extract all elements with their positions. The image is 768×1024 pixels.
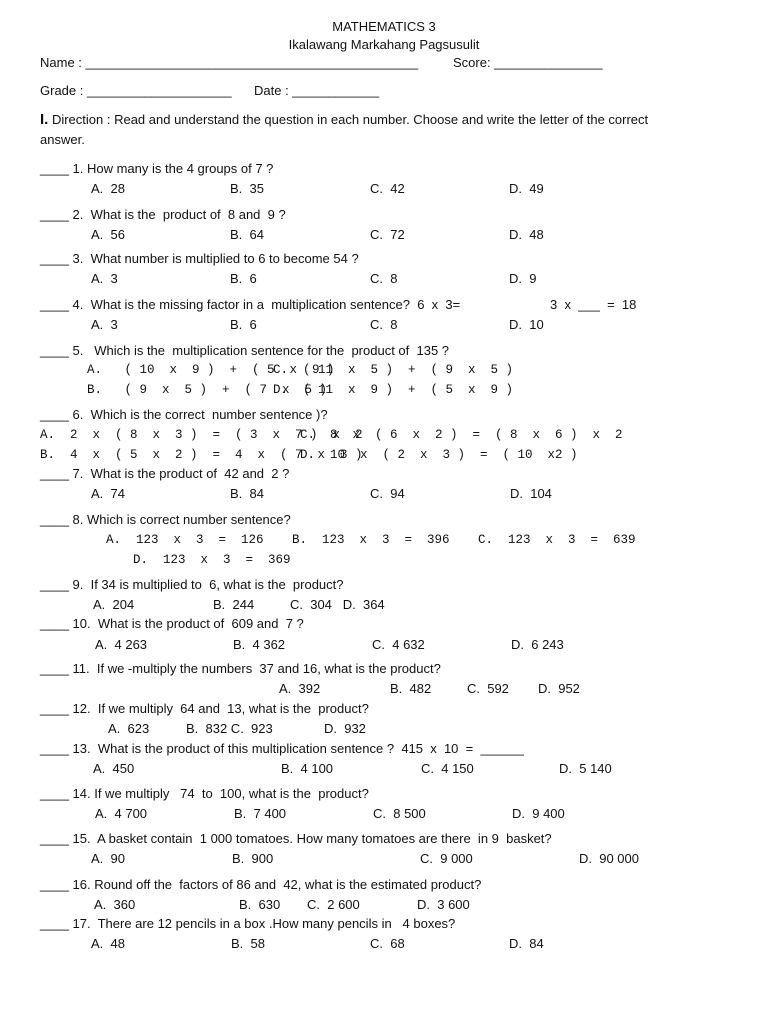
q17-choice-a: A. 48 xyxy=(91,936,125,951)
q1-choice-b: B. 35 xyxy=(230,181,264,196)
direction-number: I. xyxy=(40,111,49,128)
q7-choice-a: A. 74 xyxy=(91,486,125,501)
q5-choice-b: B. ( 9 x 5 ) + ( 7 x 5 ) xyxy=(87,383,328,397)
q6-choice-d: D. 10 x ( 2 x 3 ) = ( 10 x2 ) xyxy=(300,448,578,462)
q13-choice-a: A. 450 xyxy=(93,761,135,776)
q5-choice-d: D. ( 11 x 9 ) + ( 5 x 9 ) xyxy=(273,383,514,397)
q1-choice-a: A. 28 xyxy=(91,181,125,196)
q4-choice-a: A. 3 xyxy=(91,317,118,332)
question-16: ____ 16. Round off the factors of 86 and 42, what is the estimated product? xyxy=(40,877,482,892)
q4-choice-d: D. 10 xyxy=(509,317,544,332)
question-3: ____ 3. What number is multiplied to 6 to become 54 ? xyxy=(40,251,359,266)
question-7: ____ 7. What is the product of 42 and 2 ? xyxy=(40,466,290,481)
q11-choice-b: B. 482 xyxy=(390,681,432,696)
q15-choice-b: B. 900 xyxy=(232,851,274,866)
date-field[interactable]: Date : ____________ xyxy=(254,83,380,98)
q11-choice-c: C. 592 xyxy=(467,681,509,696)
q6-choice-a: A. 2 x ( 8 x 3 ) = ( 3 x 7 ) x 2 xyxy=(40,428,363,442)
q14-choice-b: B. 7 400 xyxy=(234,806,287,821)
q1-choice-d: D. 49 xyxy=(509,181,544,196)
q2-choice-b: B. 64 xyxy=(230,227,264,242)
question-1: ____ 1. How many is the 4 groups of 7 ? xyxy=(40,161,274,176)
question-15: ____ 15. A basket contain 1 000 tomatoes. How many tomatoes are there in 9 basket? xyxy=(40,831,552,846)
q3-choice-b: B. 6 xyxy=(230,271,257,286)
q4-equation: 3 x ___ = 18 xyxy=(550,297,637,312)
grade-field[interactable]: Grade : ____________________ xyxy=(40,83,232,98)
q11-choice-a: A. 392 xyxy=(279,681,321,696)
q15-choice-c: C. 9 000 xyxy=(420,851,473,866)
score-field[interactable]: Score: _______________ xyxy=(453,55,603,70)
q13-choice-d: D. 5 140 xyxy=(559,761,612,776)
q15-choice-d: D. 90 000 xyxy=(579,851,639,866)
q16-choice-a: A. 360 xyxy=(94,897,136,912)
question-4: ____ 4. What is the missing factor in a multiplication sentence? 6 x 3= xyxy=(40,297,461,312)
q3-choice-c: C. 8 xyxy=(370,271,398,286)
q4-choice-b: B. 6 xyxy=(230,317,257,332)
q16-choice-b: B. 630 xyxy=(239,897,281,912)
direction-text xyxy=(40,112,648,128)
q17-choice-b: B. 58 xyxy=(231,936,265,951)
name-field[interactable]: Name : ______________________________________________ xyxy=(40,55,419,70)
q8-choice-a: A. 123 x 3 = 126 xyxy=(106,533,264,547)
question-10: ____ 10. What is the product of 609 and 7 ? xyxy=(40,616,304,631)
q15-choice-a: A. 90 xyxy=(91,851,125,866)
q8-choice-c: C. 123 x 3 = 639 xyxy=(478,533,636,547)
q10-choice-b: B. 4 362 xyxy=(233,637,286,652)
q6-choice-b: B. 4 x ( 5 x 2 ) = 4 x ( 7 x 3 ) xyxy=(40,448,363,462)
question-14: ____ 14. If we multiply 74 to 100, what is the product? xyxy=(40,786,369,801)
q13-choice-b: B. 4 100 xyxy=(281,761,334,776)
question-17: ____ 17. There are 12 pencils in a box .How many pencils in 4 boxes? xyxy=(40,916,456,931)
q12-choice-b-c: B. 832 C. 923 xyxy=(186,721,273,736)
q7-choice-d: D. 104 xyxy=(510,486,552,501)
q7-choice-b: B. 84 xyxy=(230,486,264,501)
q12-choice-a: A. 623 xyxy=(108,721,150,736)
question-11: ____ 11. If we -multiply the numbers 37 and 16, what is the product? xyxy=(40,661,441,676)
question-5: ____ 5. Which is the multiplication sentence for the product of 135 ? xyxy=(40,343,450,358)
q14-choice-c: C. 8 500 xyxy=(373,806,426,821)
q17-choice-c: C. 68 xyxy=(370,936,405,951)
q8-choice-b: B. 123 x 3 = 396 xyxy=(292,533,450,547)
q3-choice-d: D. 9 xyxy=(509,271,537,286)
q9-choice-b: B. 244 xyxy=(213,597,255,612)
q16-choice-c: C. 2 600 xyxy=(307,897,360,912)
q10-choice-a: A. 4 263 xyxy=(95,637,148,652)
q10-choice-d: D. 6 243 xyxy=(511,637,564,652)
q13-choice-c: C. 4 150 xyxy=(421,761,474,776)
direction-line-1: Direction : Read and understand the question in each number. Choose and write the letter of the correct xyxy=(48,112,649,127)
q5-choice-a: A. ( 10 x 9 ) + ( 5 x 9 ) xyxy=(87,363,335,377)
q12-choice-d: D. 932 xyxy=(324,721,366,736)
page-title: MATHEMATICS 3 xyxy=(332,19,436,34)
question-2: ____ 2. What is the product of 8 and 9 ? xyxy=(40,207,286,222)
q8-choice-d: D. 123 x 3 = 369 xyxy=(133,553,291,567)
question-6: ____ 6. Which is the correct number sentence )? xyxy=(40,407,328,422)
page-subtitle: Ikalawang Markahang Pagsusulit xyxy=(288,37,480,52)
q14-choice-a: A. 4 700 xyxy=(95,806,148,821)
q2-choice-a: A. 56 xyxy=(91,227,125,242)
q2-choice-d: D. 48 xyxy=(509,227,544,242)
q17-choice-d: D. 84 xyxy=(509,936,544,951)
question-9: ____ 9. If 34 is multiplied to 6, what is the product? xyxy=(40,577,344,592)
q4-choice-c: C. 8 xyxy=(370,317,398,332)
question-12: ____ 12. If we multiply 64 and 13, what is the product? xyxy=(40,701,369,716)
q3-choice-a: A. 3 xyxy=(91,271,118,286)
q6-choice-c: C. 8 x ( 6 x 2 ) = ( 8 x 6 ) x 2 xyxy=(300,428,623,442)
q1-choice-c: C. 42 xyxy=(370,181,405,196)
q16-choice-d: D. 3 600 xyxy=(417,897,470,912)
question-8: ____ 8. Which is correct number sentence? xyxy=(40,512,291,527)
q14-choice-d: D. 9 400 xyxy=(512,806,565,821)
q7-choice-c: C. 94 xyxy=(370,486,405,501)
q11-choice-d: D. 952 xyxy=(538,681,580,696)
q9-choice-a: A. 204 xyxy=(93,597,135,612)
q5-choice-c: C. ( 11 x 5 ) + ( 9 x 5 ) xyxy=(273,363,514,377)
question-13: ____ 13. What is the product of this multiplication sentence ? 415 x 10 = ______ xyxy=(40,741,524,756)
q10-choice-c: C. 4 632 xyxy=(372,637,425,652)
q2-choice-c: C. 72 xyxy=(370,227,405,242)
direction-line-2: answer. xyxy=(40,132,85,147)
q9-choice-c-d: C. 304 D. 364 xyxy=(290,597,385,612)
